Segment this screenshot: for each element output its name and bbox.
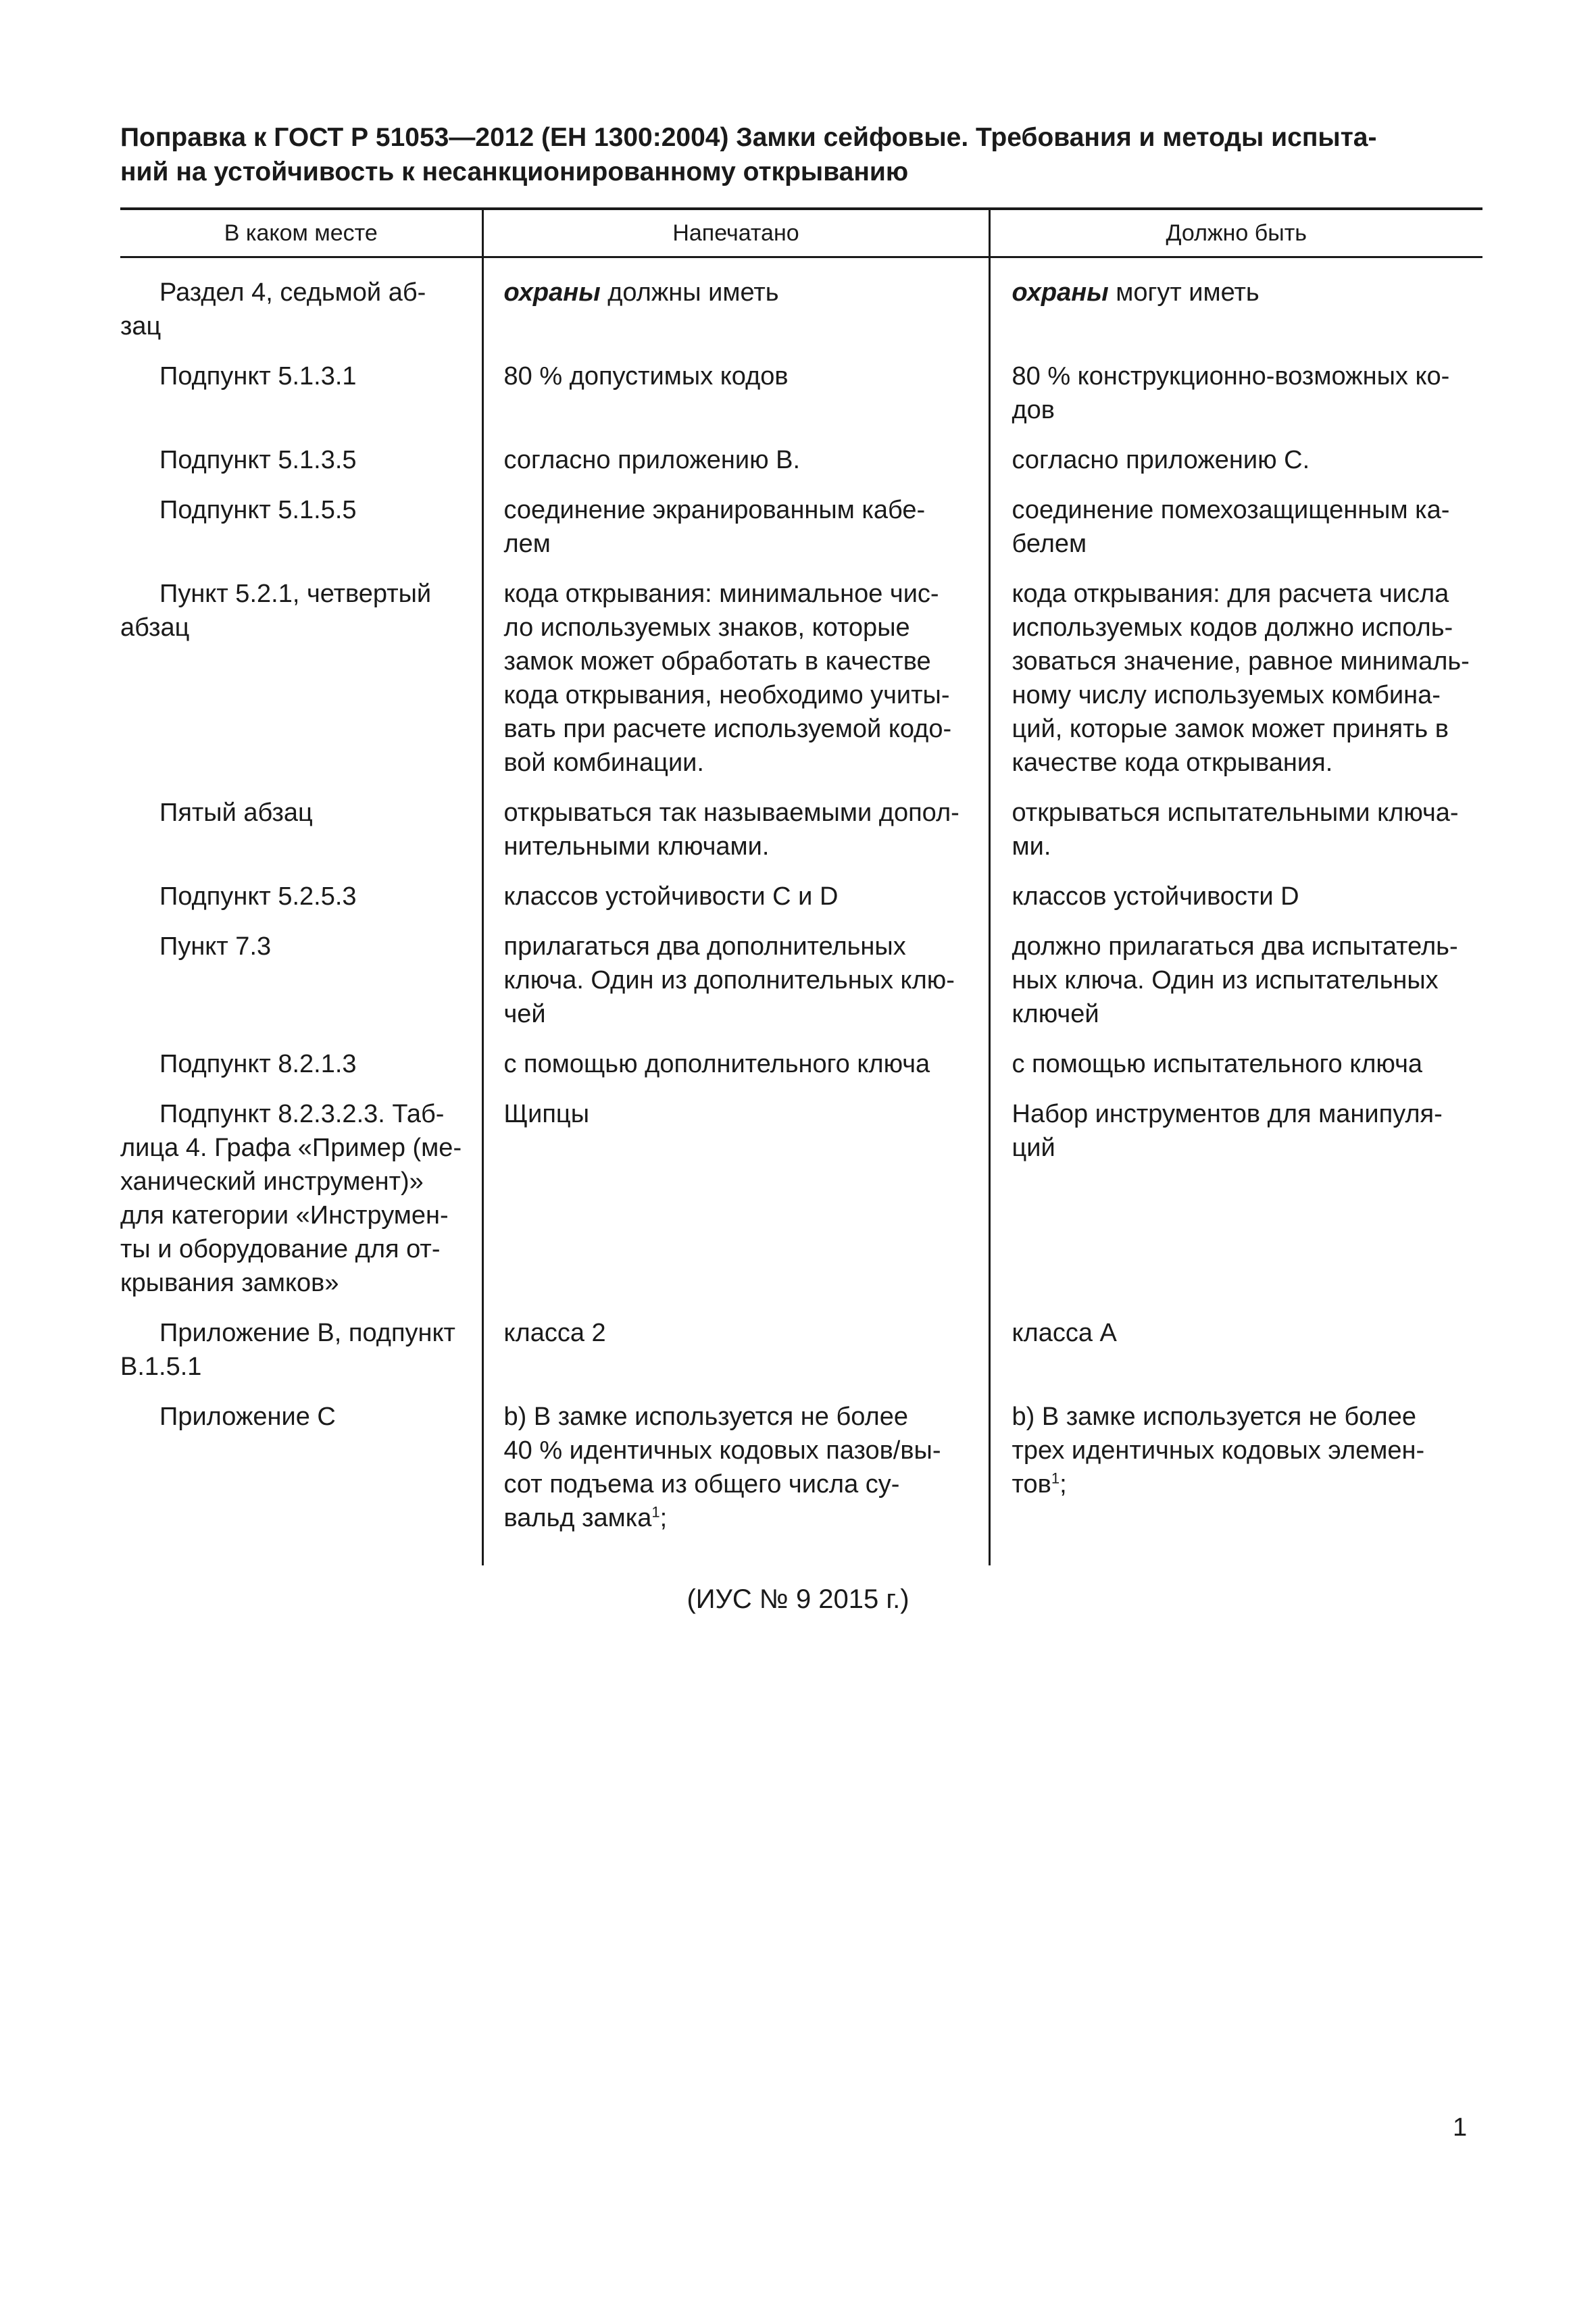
line-text: дов (1012, 396, 1055, 424)
line-text: согласно приложению В. (503, 446, 801, 474)
cell-printed (482, 1097, 989, 1316)
line-text: ному числу используемых комбина- (1012, 681, 1441, 709)
cell-line (504, 880, 974, 913)
cell-line (120, 1232, 467, 1266)
cell-printed (482, 493, 989, 577)
cell-place (120, 577, 482, 796)
line-text: Подпункт 5.2.5.3 (159, 882, 357, 911)
cell-place (120, 359, 482, 443)
table-row (120, 796, 1482, 880)
cell-printed (482, 443, 989, 493)
line-tail: ; (1059, 1470, 1067, 1499)
line-text: Щипцы (503, 1100, 590, 1128)
line-text: ло используемых знаков, которые (503, 613, 910, 642)
table-header-row (120, 209, 1482, 257)
line-text: сот подъема из общего числа су- (503, 1470, 900, 1499)
cell-line (1012, 493, 1482, 527)
cell-place (120, 493, 482, 577)
line-text: ханический инструмент)» (120, 1167, 424, 1196)
cell-line (504, 830, 974, 863)
cell-correct (989, 359, 1482, 443)
table-row (120, 1047, 1482, 1097)
cell-printed (482, 1400, 989, 1565)
cell-line (504, 712, 974, 746)
line-text: лица 4. Графа «Пример (ме- (120, 1134, 462, 1162)
cell-line (1012, 443, 1482, 477)
line-text: 80 % конструкционно-возможных ко- (1012, 362, 1450, 391)
line-text: В.1.5.1 (120, 1353, 202, 1381)
line-text: открываться испытательными ключа- (1012, 799, 1459, 827)
cell-line (504, 930, 974, 963)
cell-line (120, 1131, 467, 1165)
cell-printed (482, 257, 989, 360)
line-text: используемых кодов должно исполь- (1012, 613, 1453, 642)
cell-line (504, 1316, 974, 1350)
table-row (120, 1097, 1482, 1316)
line-text: кода открывания: минимальное чис- (503, 580, 939, 608)
line-text: b) В замке используется не более (1012, 1403, 1416, 1431)
cell-line (159, 276, 467, 309)
cell-place (120, 1047, 482, 1097)
table-row (120, 1400, 1482, 1565)
line-text: с помощью испытательного ключа (1012, 1050, 1423, 1078)
line-text: класса А (1012, 1319, 1117, 1347)
line-text: тов (1012, 1470, 1051, 1499)
footnote-marker: 1 (651, 1503, 660, 1521)
line-text: зоваться значение, равное минималь- (1012, 647, 1470, 676)
cell-correct (989, 1400, 1482, 1565)
line-text: соединение помехозащищенным ка- (1012, 496, 1450, 524)
cell-line (159, 1316, 467, 1350)
line-text: с помощью дополнительного ключа (503, 1050, 930, 1078)
cell-line (1012, 830, 1482, 863)
cell-line (1012, 276, 1482, 309)
table-row (120, 880, 1482, 930)
cell-line (1012, 1467, 1482, 1501)
cell-line (1012, 577, 1482, 611)
line-text: 80 % допустимых кодов (503, 362, 789, 391)
cell-line (159, 577, 467, 611)
cell-place (120, 1316, 482, 1400)
line-text: открываться так называемыми допол- (503, 799, 959, 827)
cell-correct (989, 1047, 1482, 1097)
cell-line (159, 1047, 467, 1081)
line-text: Приложение С (159, 1403, 336, 1431)
cell-printed (482, 796, 989, 880)
line-text: крывания замков» (120, 1269, 339, 1297)
cell-line (504, 1400, 974, 1434)
header-correct: Должно быть (989, 209, 1482, 257)
cell-printed (482, 359, 989, 443)
cell-place (120, 880, 482, 930)
line-text: могут иметь (1108, 278, 1260, 307)
cell-line (504, 796, 974, 830)
cell-line (120, 309, 467, 343)
table-row (120, 1316, 1482, 1400)
line-text: Подпункт 8.2.1.3 (159, 1050, 357, 1078)
cell-line (1012, 359, 1482, 393)
line-text: для категории «Инструмен- (120, 1201, 449, 1230)
cell-line (120, 1199, 467, 1232)
cell-place (120, 930, 482, 1047)
cell-line (1012, 1434, 1482, 1467)
source-reference: (ИУС № 9 2015 г.) (687, 1584, 909, 1614)
line-text: Приложение В, подпункт (159, 1319, 455, 1347)
table-row (120, 443, 1482, 493)
cell-correct (989, 1316, 1482, 1400)
cell-line (1012, 1316, 1482, 1350)
line-text: Подпункт 5.1.3.5 (159, 446, 357, 474)
cell-line (1012, 1097, 1482, 1131)
line-text: Пункт 5.2.1, четвертый (159, 580, 432, 608)
cell-printed (482, 577, 989, 796)
cell-line (504, 645, 974, 678)
cell-line (1012, 963, 1482, 997)
cell-printed (482, 930, 989, 1047)
line-text: соединение экранированным кабе- (503, 496, 926, 524)
cell-correct (989, 880, 1482, 930)
table-body (120, 257, 1482, 1566)
line-text: b) В замке используется не более (503, 1403, 908, 1431)
line-text: ключей (1012, 1000, 1099, 1028)
line-text: кода открывания: для расчета числа (1012, 580, 1449, 608)
cell-line (504, 963, 974, 997)
cell-line (1012, 527, 1482, 561)
cell-line (1012, 1131, 1482, 1165)
cell-line (159, 443, 467, 477)
amendment-table (120, 207, 1482, 1565)
cell-line (120, 1165, 467, 1199)
cell-correct (989, 796, 1482, 880)
cell-correct (989, 577, 1482, 796)
line-text: Раздел 4, седьмой аб- (159, 278, 426, 307)
line-text: ций (1012, 1134, 1055, 1162)
cell-line (159, 880, 467, 913)
cell-line (1012, 880, 1482, 913)
cell-line (1012, 712, 1482, 746)
line-text: абзац (120, 613, 190, 642)
cell-place (120, 443, 482, 493)
cell-line (504, 276, 974, 309)
document-title (120, 120, 1482, 189)
cell-line (159, 493, 467, 527)
table-row (120, 493, 1482, 577)
line-text: класса 2 (503, 1319, 606, 1347)
line-text: вой комбинации. (503, 749, 704, 777)
emphasis-text: охраны (1012, 278, 1109, 307)
cell-line (504, 443, 974, 477)
line-text: Пятый абзац (159, 799, 313, 827)
cell-line (504, 527, 974, 561)
line-text: вальд замка (503, 1504, 652, 1532)
header-place: В каком месте (120, 209, 482, 257)
cell-line (1012, 1047, 1482, 1081)
line-text: зац (120, 312, 161, 341)
line-text: ми. (1012, 832, 1051, 861)
line-text: трех идентичных кодовых элемен- (1012, 1436, 1425, 1465)
cell-line (504, 577, 974, 611)
cell-line (1012, 930, 1482, 963)
cell-correct (989, 443, 1482, 493)
cell-line (504, 1047, 974, 1081)
page-number: 1 (1453, 2113, 1468, 2142)
line-text: должны иметь (600, 278, 779, 307)
cell-line (159, 930, 467, 963)
cell-line (120, 611, 467, 645)
cell-line (504, 359, 974, 393)
cell-line (504, 493, 974, 527)
emphasis-text: охраны (503, 278, 601, 307)
table-row (120, 930, 1482, 1047)
cell-correct (989, 930, 1482, 1047)
table-row (120, 257, 1482, 360)
cell-place (120, 257, 482, 360)
cell-line (504, 678, 974, 712)
cell-line (504, 1467, 974, 1501)
cell-line (159, 1097, 467, 1131)
cell-line (504, 746, 974, 780)
cell-line (120, 1266, 467, 1300)
cell-correct (989, 257, 1482, 360)
table-row (120, 577, 1482, 796)
cell-line (504, 1501, 974, 1535)
line-text: классов устойчивости D (1012, 882, 1299, 911)
cell-correct (989, 1097, 1482, 1316)
line-text: чей (503, 1000, 546, 1028)
line-text: Подпункт 8.2.3.2.3. Таб- (159, 1100, 445, 1128)
line-text: качестве кода открывания. (1012, 749, 1333, 777)
cell-line (120, 1350, 467, 1384)
title-line-1: Поправка к ГОСТ Р 51053—2012 (ЕН 1300:2004) Замки сейфовые. Требования и методы испыта- (120, 123, 1377, 152)
cell-line (1012, 393, 1482, 427)
line-text: прилагаться два дополнительных (503, 932, 906, 961)
line-text: замок может обработать в качестве (503, 647, 931, 676)
line-text: классов устойчивости С и D (503, 882, 839, 911)
cell-printed (482, 1316, 989, 1400)
line-text: согласно приложению С. (1012, 446, 1310, 474)
cell-printed (482, 1047, 989, 1097)
cell-line (504, 997, 974, 1031)
cell-line (159, 359, 467, 393)
line-tail: ; (659, 1504, 668, 1532)
line-text: Набор инструментов для манипуля- (1012, 1100, 1443, 1128)
line-text: Подпункт 5.1.3.1 (159, 362, 357, 391)
line-text: должно прилагаться два испытатель- (1012, 932, 1458, 961)
line-text: лем (503, 530, 551, 558)
line-text: кода открывания, необходимо учиты- (503, 681, 950, 709)
line-text: вать при расчете используемой кодо- (503, 715, 952, 743)
line-text: нительными ключами. (503, 832, 770, 861)
cell-line (504, 1434, 974, 1467)
cell-line (159, 1400, 467, 1434)
line-text: ключа. Один из дополнительных клю- (503, 966, 955, 995)
cell-line (1012, 645, 1482, 678)
cell-line (504, 1097, 974, 1131)
title-line-2: ний на устойчивость к несанкционированному открыванию (120, 157, 909, 186)
cell-line (1012, 746, 1482, 780)
cell-printed (482, 880, 989, 930)
table-row (120, 359, 1482, 443)
cell-place (120, 1400, 482, 1565)
header-printed: Напечатано (482, 209, 989, 257)
cell-place (120, 796, 482, 880)
line-text: белем (1012, 530, 1087, 558)
line-text: 40 % идентичных кодовых пазов/вы- (503, 1436, 941, 1465)
cell-line (1012, 796, 1482, 830)
cell-line (504, 611, 974, 645)
cell-correct (989, 493, 1482, 577)
footnote-marker: 1 (1051, 1469, 1060, 1487)
cell-line (1012, 611, 1482, 645)
cell-line (1012, 678, 1482, 712)
cell-line (159, 796, 467, 830)
line-text: Подпункт 5.1.5.5 (159, 496, 357, 524)
cell-line (1012, 997, 1482, 1031)
cell-place (120, 1097, 482, 1316)
line-text: ций, которые замок может принять в (1012, 715, 1449, 743)
line-text: ты и оборудование для от- (120, 1235, 441, 1263)
line-text: ных ключа. Один из испытательных (1012, 966, 1439, 995)
cell-line (1012, 1400, 1482, 1434)
line-text: Пункт 7.3 (159, 932, 272, 961)
